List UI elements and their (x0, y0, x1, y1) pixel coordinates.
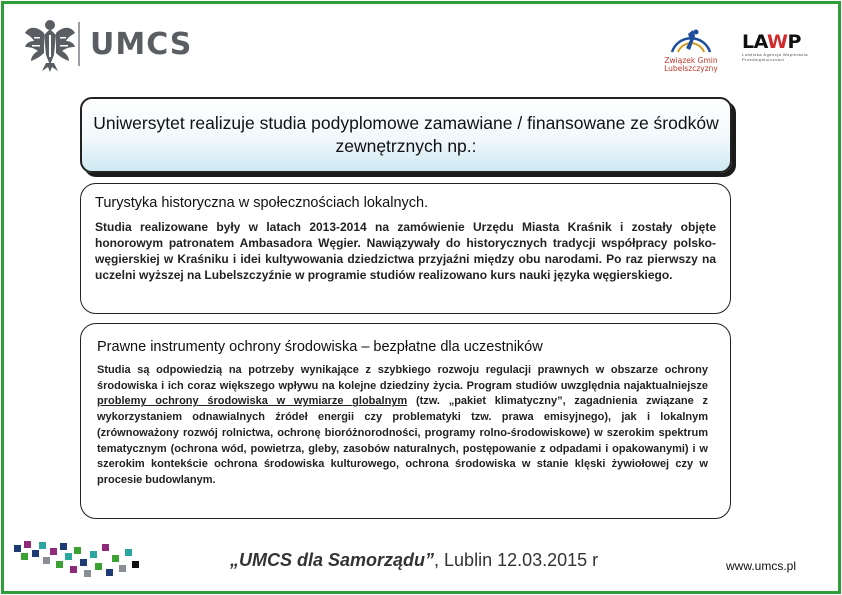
lawp-logo-text: LAWP (742, 31, 801, 53)
program-card-environment (80, 323, 731, 519)
event-name: „UMCS dla Samorządu” (230, 550, 435, 570)
zwiazek-gmin-line1: Związek Gmin (664, 56, 718, 65)
description-part: Studia są odpowiedzią na potrzeby wynikające z szybkiego rozwoju regulacji prawnych w obszarze ochrony środowiska i ich coraz większego wpływu na kolejne dziedziny życia. Program studiów uwzględnia najaktualniejsze (97, 364, 708, 392)
logo-divider (78, 22, 80, 66)
program-description (97, 363, 708, 489)
description-underlined: problemy ochrony środowiska w wymiarze globalnym (97, 395, 408, 408)
umcs-logo (22, 14, 192, 74)
zwiazek-gmin-emblem-icon (666, 26, 716, 54)
title-box (80, 97, 732, 173)
umcs-logo-text: UMCS (90, 26, 193, 62)
program-title: Turystyka historyczna w społecznościach lokalnych. (95, 195, 429, 211)
eagle-emblem-icon (22, 15, 78, 73)
website-url: www.umcs.pl (726, 559, 797, 573)
pixel-decoration (12, 539, 152, 581)
slide-title: Uniwersytet realizuje studia podyplomowe zamawiane / finansowane ze środków zewnętrznych np.: (93, 113, 719, 156)
lawp-logo-subtitle: Lubelska Agencja Wspierania Przedsiębiorczości (742, 52, 808, 62)
description-part: (tzw. „pakiet klimatyczny”, zagadnienia związane z wykorzystaniem odnawialnych źródeł energii czy problematyki tzw. prawa emisyjnego), jak i lokalnym (zrównoważony rozwój rolnictwa, ochronę bioróżnorodności, programy rolno-środowiskowe) w szerokim spektrum tematycznym (ochrona wód, powietrza, gleby, zasobów naturalnych, postępowanie z odpadami i opakowanymi) i w szerokim kontekście ochrona środowiska kulturowego, ochrona środowiska w stanie klęski żywiołowej czy w procesie budowlanym. (97, 395, 709, 486)
program-card-tourism (80, 183, 731, 314)
zwiazek-gmin-logo (662, 26, 720, 72)
event-caption (230, 550, 598, 571)
zwiazek-gmin-line2: Lubelszczyzny (664, 64, 718, 73)
event-place-date: , Lublin 12.03.2015 r (434, 550, 599, 570)
lawp-logo (742, 32, 816, 66)
program-description: Studia realizowane były w latach 2013-2014 na zamówienie Urzędu Miasta Kraśnik i zostały objęte honorowym patronatem Ambasadora Węgier. Nawiązywały do historycznych tradycji współpracy polsko-węgierskiej w Kraśniku i idei kultywowania dziedzictwa przyjaźni między obu narodami. Po raz pierwszy na uczelni wyższej na Lubelszczyźnie w programie studiów realizowano kurs nauki języka węgierskiego. (95, 220, 716, 282)
program-title: Prawne instrumenty ochrony środowiska – bezpłatne dla uczestników (97, 339, 543, 355)
